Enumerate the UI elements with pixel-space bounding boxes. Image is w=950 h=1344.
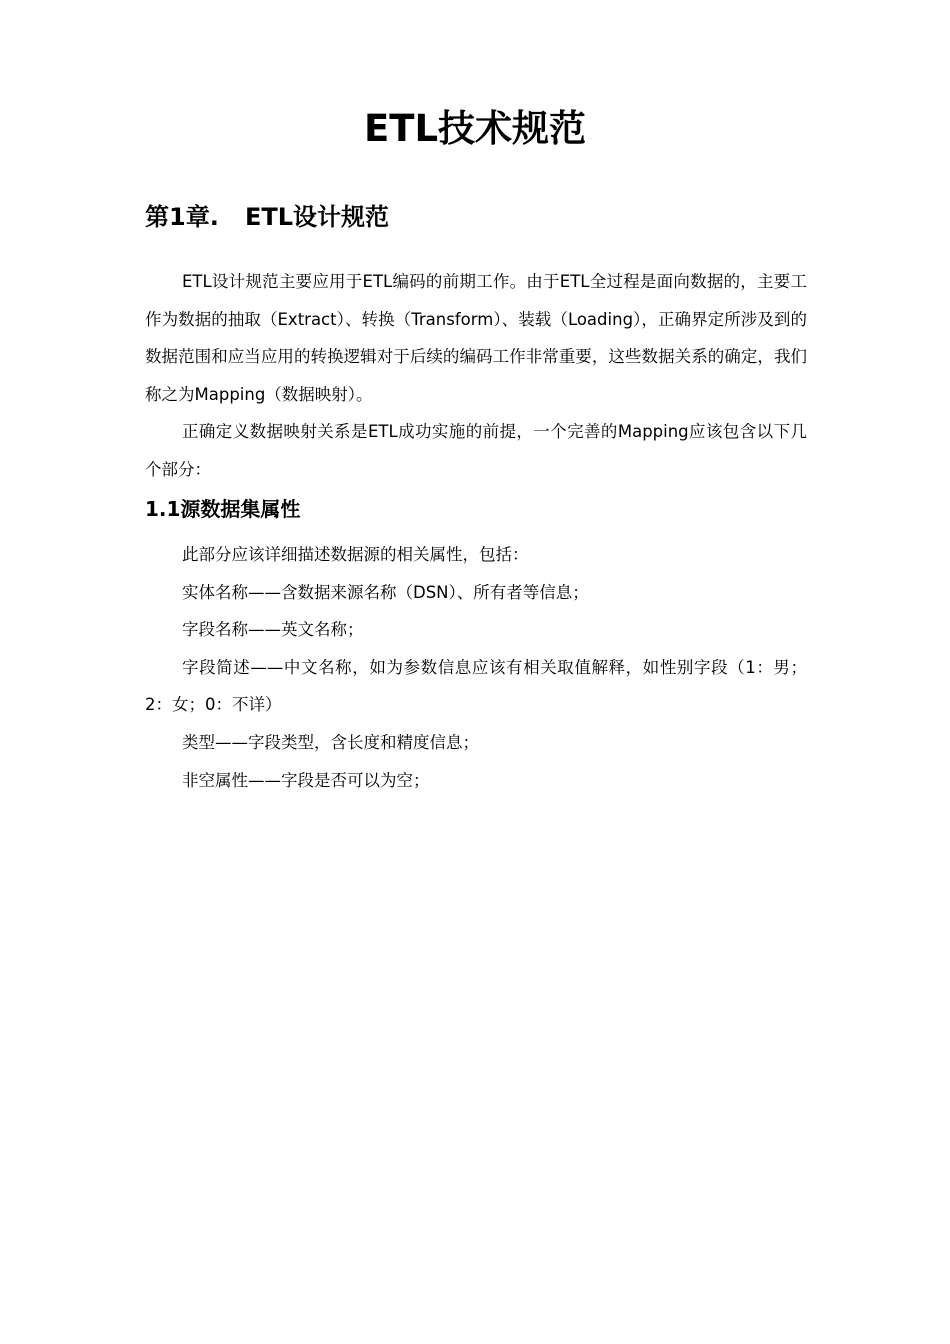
intro-text bbox=[145, 263, 807, 489]
chapter-number: 第1章. bbox=[145, 203, 219, 231]
chapter-title: ETL设计规范 bbox=[245, 203, 390, 231]
paragraph: 实体名称——含数据来源名称（DSN）、所有者等信息； bbox=[182, 582, 589, 602]
chapter-heading bbox=[145, 199, 389, 235]
paragraph: 此部分应该详细描述数据源的相关属性，包括： bbox=[182, 545, 529, 564]
paragraph: 字段名称——英文名称； bbox=[182, 620, 364, 640]
document-title: ETL技术规范 bbox=[363, 107, 587, 150]
paragraph: 类型——字段类型，含长度和精度信息； bbox=[182, 732, 479, 752]
paragraph: ETL设计规范主要应用于ETL编码的前期工作。由于ETL全过程是面向数据的，主要工作为数据的抽取（Extract）、转换（Transform）、装载（Loading），正确界定所涉及到的数据范围和应当应用的转换逻辑对于后续的编码工作非常重要，这些数据关系的确定，我们称之为Mapping（数据映射）。 bbox=[145, 272, 807, 404]
section-heading: 1.1源数据集属性 bbox=[145, 497, 301, 521]
paragraph: 字段简述——中文名称，如为参数信息应该有相关取值解释，如性别字段（1：男；2：女；0：不详） bbox=[145, 657, 807, 715]
paragraph: 非空属性——字段是否可以为空； bbox=[182, 770, 430, 790]
section-text bbox=[145, 536, 807, 799]
paragraph: 正确定义数据映射关系是ETL成功实施的前提，一个完善的Mapping应该包含以下几个部分： bbox=[145, 422, 807, 479]
